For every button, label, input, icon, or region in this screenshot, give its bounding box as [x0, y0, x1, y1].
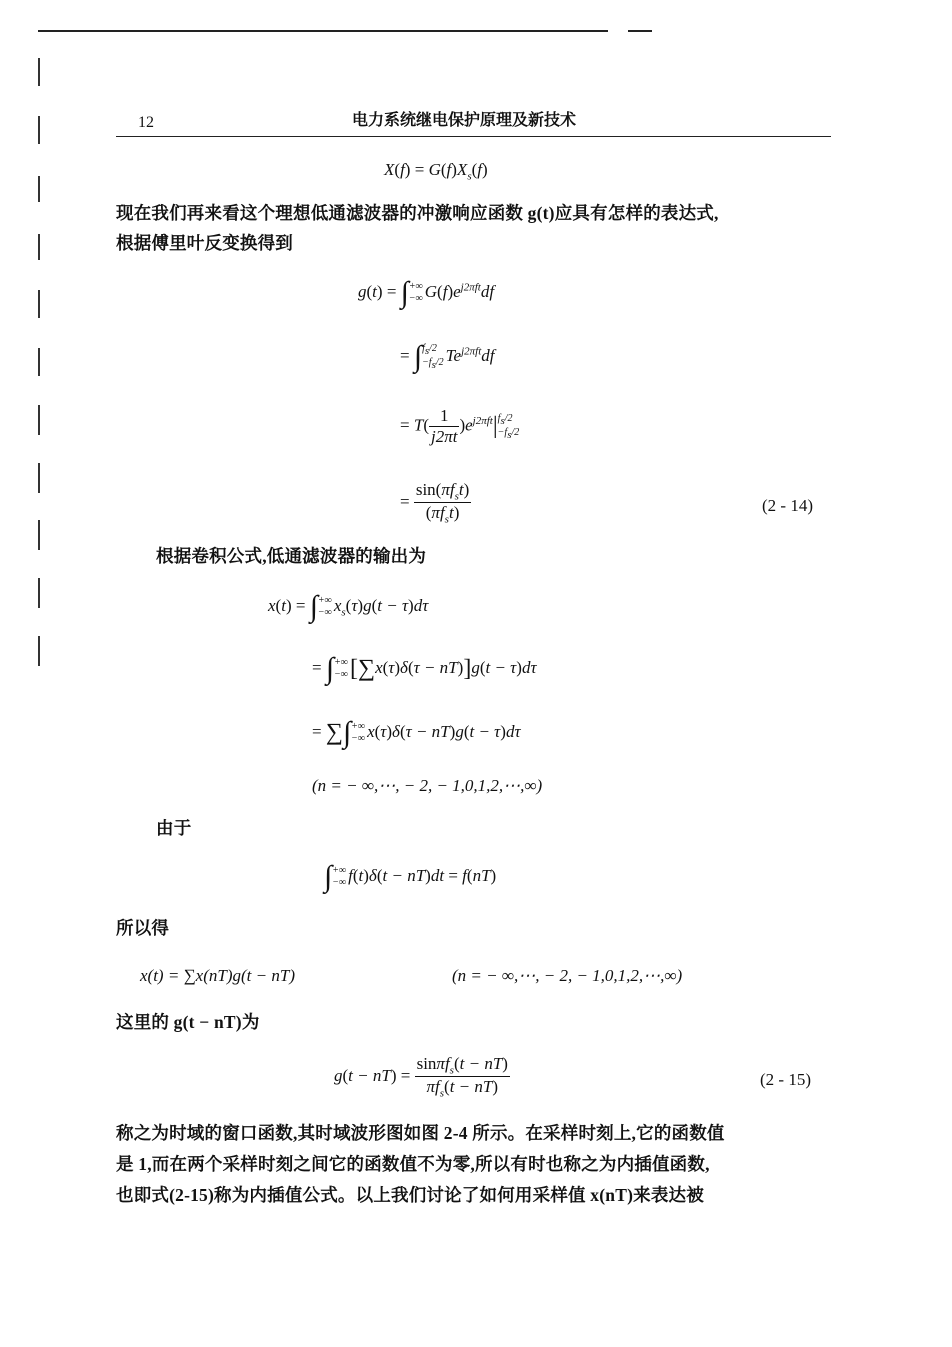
equation-g-line2: = ∫ $f_s/2$ $-f_s/2$ $Te^{j2\pi ft}df$	[400, 340, 495, 373]
equation-sum-result: x(t) = ∑x(nT)g(t − nT)	[140, 966, 295, 985]
equation-g-line4: = $\frac{\sin(\pi f_st)}{(\pi f_st)}$	[400, 480, 470, 526]
paragraph-because: 由于	[156, 818, 192, 838]
scan-margin-mark	[38, 636, 40, 666]
equation-range-line-2: (n = − ∞,⋯, − 2, − 1,0,1,2,⋯,∞)	[452, 966, 683, 985]
paragraph-convolution: 根据卷积公式,低通滤波器的输出为	[156, 546, 427, 566]
scan-margin-mark	[38, 520, 40, 550]
paragraph-window-line3: 也即式(2-15)称为内插值公式。以上我们讨论了如何用采样值 x(nT)来表达被	[116, 1185, 704, 1205]
scan-margin-mark	[38, 116, 40, 144]
scan-margin-mark	[38, 234, 40, 260]
scan-margin-mark	[38, 348, 40, 376]
paragraph-therefore: 所以得	[116, 918, 170, 938]
paragraph-window-line2: 是 1,而在两个采样时刻之间它的函数值不为零,所以有时也称之为内插值函数,	[116, 1154, 710, 1174]
paragraph-impulse-response-line1: 现在我们再来看这个理想低通滤波器的冲激响应函数 g(t)应具有怎样的表达式,	[116, 203, 719, 223]
scan-margin-mark	[38, 290, 40, 318]
equation-number-2-15: (2 - 15)	[760, 1070, 811, 1089]
scan-top-rule-segment	[628, 30, 652, 32]
scan-margin-mark	[38, 405, 40, 435]
page-number: 12	[138, 114, 154, 131]
scan-top-rule	[38, 30, 608, 32]
scan-margin-mark	[38, 176, 40, 202]
header-rule	[116, 136, 831, 137]
equation-conv-line1: x(t) = ∫ +∞ −∞ $x_s(\tau)g(t - \tau)d\tau$	[268, 590, 429, 623]
scan-margin-mark	[38, 58, 40, 86]
equation-conv-line3: = ∑∫ +∞ −∞ x(τ)δ(τ − nT)g(t − τ)dτ	[312, 716, 521, 749]
paragraph-window-line1: 称之为时域的窗口函数,其时域波形图如图 2-4 所示。在采样时刻上,它的函数值	[116, 1123, 725, 1143]
equation-sifting: ∫ +∞ −∞ f(t)δ(t − nT)dt = f(nT)	[324, 860, 497, 893]
equation-range-line: (n = − ∞,⋯, − 2, − 1,0,1,2,⋯,∞)	[312, 776, 543, 795]
running-header-title: 电力系统继电保护原理及新技术	[352, 112, 577, 129]
paragraph-here-g: 这里的 g(t − nT)为	[116, 1012, 260, 1032]
equation-g-line1: g(t) = ∫ +∞ −∞ $G(f)e^{j2\pi ft}df$	[358, 276, 495, 309]
scan-margin-mark	[38, 463, 40, 493]
equation-number-2-14: (2 - 14)	[762, 496, 813, 515]
paragraph-impulse-response-line2: 根据傅里叶反变换得到	[116, 233, 293, 253]
equation-xf: $X(f) = G(f)X_s(f)$	[384, 160, 488, 183]
equation-window-function: g(t − nT) = $\frac{\sin\pi f_s(t - nT)}{\pi f_s(t - nT)}$	[334, 1054, 508, 1100]
equation-conv-line2: = ∫ +∞ −∞ [∑x(τ)δ(τ − nT)]g(t − τ)dτ	[312, 652, 537, 685]
equation-g-line3: = T( $\frac{1}{j2\pi t}$ )$e^{j2\pi ft}|$ $f_s/2$ $-f_s/2$	[400, 406, 520, 446]
scan-margin-mark	[38, 578, 40, 608]
